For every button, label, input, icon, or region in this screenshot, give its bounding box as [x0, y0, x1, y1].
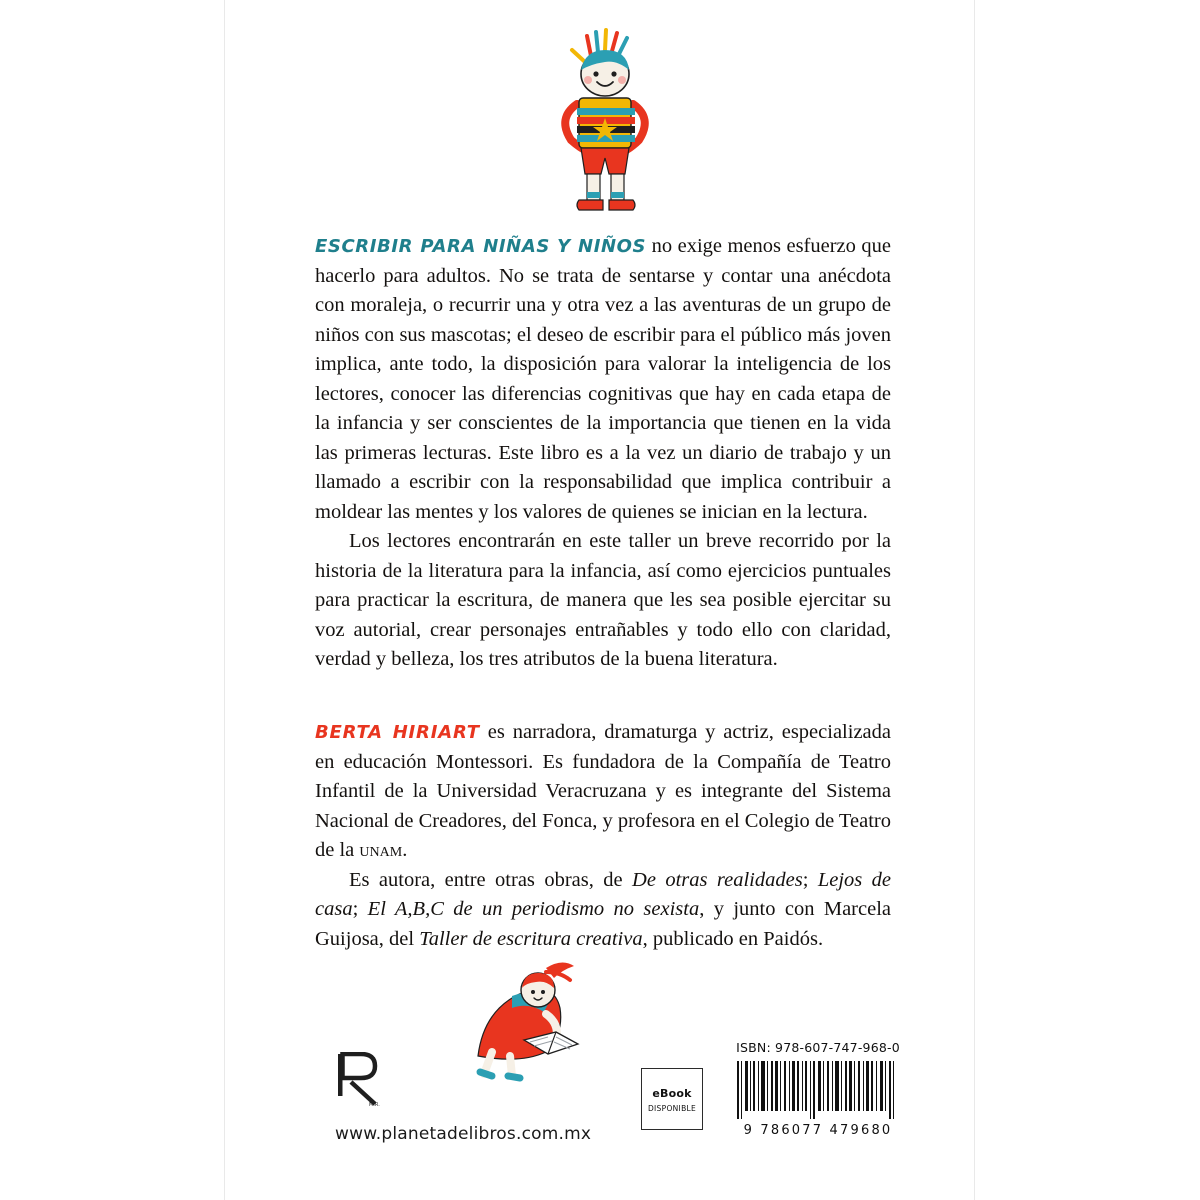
author-works-paragraph — [315, 866, 891, 955]
blurb-paragraph-2: Los lectores encontrarán en este taller un breve recorrido por la historia de la literatura para la infancia, así como ejercicios puntuales para practicar la escritura, de manera que les sea posible ejercitar su voz autorial, crear personajes entrañables y todo ello con claridad, verdad y belleza, los tres atributos de la buena literatura. — [315, 530, 891, 670]
works-separator-3: , y junto con Marcela Guijosa, del — [315, 898, 892, 950]
author-bio — [315, 718, 891, 954]
work-title-2: Lejos de casa — [315, 868, 891, 920]
isbn-barcode-block — [733, 1040, 903, 1138]
blurb-paragraph-1-text: no exige menos esfuerzo que hacerlo para adultos. No se trata de sentarse y contar una anécdota con moraleja, o recurrir una y otra vez a las aventuras de un grupo de niños con sus mascotas; el deseo de escribir para el público más joven implica, ante todo, la disposición para valorar la inteligencia de los lectores, conocer las diferencias cognitivas que hay en cada etapa de la infancia y ser conscientes de la importancia que tienen en la vida las primeras lecturas. Este libro es a la vez un diario de trabajo y un llamado a escribir con la responsabilidad que implica contribuir a moldear las mentes y los valores de quienes se inician en la lectura. — [315, 235, 891, 523]
author-bio-unam: unam — [359, 839, 403, 861]
cover-right-edge — [974, 0, 975, 1200]
cover-content — [225, 0, 974, 1200]
planeta-publisher-logo — [335, 1052, 381, 1108]
author-bio-paragraph — [315, 718, 891, 866]
author-bio-period: . — [402, 839, 408, 861]
isbn-label: ISBN: 978-607-747-968-0 — [736, 1040, 900, 1055]
svg-text:M.R.: M.R. — [369, 1102, 380, 1108]
isbn-barcode — [733, 1059, 901, 1121]
author-bio-text: es narradora, dramaturga y actriz, especializada en educación Montessori. Es fundadora de la Compañía de Teatro Infantil de la Universidad Veracruzana y es integrante del Sistema Nacional de Creadores, del Fonca, y profesora en el Colegio de Teatro de la — [315, 721, 891, 861]
publisher-website[interactable]: www.planetadelibros.com.mx — [335, 1124, 592, 1144]
ebook-badge-line1: eBook — [652, 1087, 692, 1100]
back-cover-blurb — [315, 232, 891, 675]
ebook-available-badge — [641, 1068, 703, 1130]
work-title-3: El A,B,C de un periodismo no sexista — [367, 898, 700, 920]
ebook-badge-line2: DISPONIBLE — [647, 1104, 697, 1113]
works-separator-2: ; — [352, 898, 368, 920]
blurb-paragraph-1 — [315, 232, 891, 527]
author-works-intro: Es autora, entre otras obras, de — [349, 868, 633, 891]
blurb-lead-phrase: ESCRIBIR PARA NIÑAS Y NIÑOS — [315, 236, 647, 257]
works-separator-1: ; — [802, 868, 818, 891]
work-title-1: De otras realidades — [632, 868, 803, 891]
barcode-digits: 9 786077 479680 — [743, 1123, 893, 1138]
boy-holding-books-illustration — [517, 22, 697, 222]
works-end-text: , publicado en Paidós. — [642, 927, 824, 950]
work-title-4: Taller de escritura creativa — [419, 927, 643, 950]
author-name: BERTA HIRIART — [315, 722, 480, 743]
child-reading-illustration — [450, 952, 610, 1082]
